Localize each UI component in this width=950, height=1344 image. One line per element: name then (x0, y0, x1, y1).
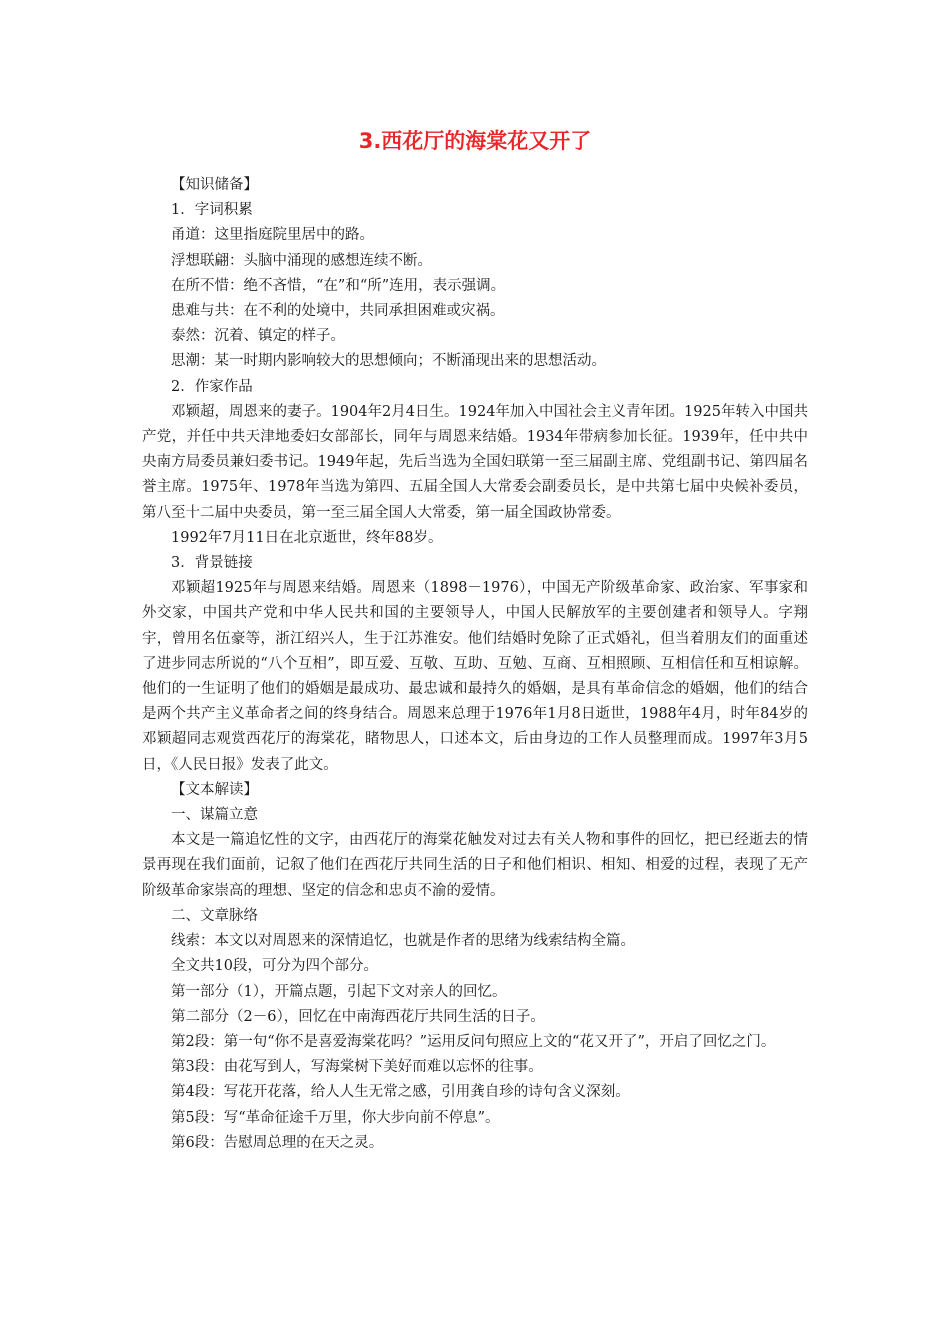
section-heading-reading: 【文本解读】 (171, 781, 258, 798)
document-title: 3.西花厅的海棠花又开了 (358, 129, 592, 153)
subheading-author: 2．作家作品 (171, 378, 253, 395)
structure-total: 全文共10段，可分为四个部分。 (171, 958, 378, 975)
author-paragraph: 邓颖超，周恩来的妻子。1904年2月4日生。1924年加入中国社会主义青年团。1925年转入中国共产党，并任中共天津地委妇女部部长，同年与周恩来结婚。1934年带病参加长征。1939年，任中共中央南方局委员兼妇委书记。1949年起，先后当选为全国妇联第一至三届副主席、党组副书记、第四届名誉主席。1975年、1978年当选为第四、五届全国人大常委会副委员长，是中共第七届中央候补委员，第八至十二届中央委员，第一至三届全国人大常委，第一届全国政协常委。 (142, 403, 808, 521)
structure-para5: 第5段：写“革命征途千万里，你大步向前不停息”。 (171, 1109, 500, 1126)
vocab-item: 在所不惜：绝不吝惜，“在”和“所”连用，表示强调。 (171, 277, 506, 294)
vocab-item: 思潮：某一时期内影响较大的思想倾向；不断涌现出来的思想活动。 (171, 353, 606, 370)
structure-clue: 线索：本文以对周恩来的深情追忆，也就是作者的思绪为线索结构全篇。 (171, 933, 635, 950)
vocab-item: 患难与共：在不利的处境中，共同承担困难或灾祸。 (171, 303, 505, 320)
structure-para3: 第3段：由花写到人，写海棠树下美好而难以忘怀的往事。 (171, 1059, 543, 1076)
theme-paragraph: 本文是一篇追忆性的文字，由西花厅的海棠花触发对过去有关人物和事件的回忆，把已经逝去的情景再现在我们面前，记叙了他们在西花厅共同生活的日子和他们相识、相知、相爱的过程，表现了无产阶级革命家崇高的理想、坚定的信念和忠贞不渝的爱情。 (142, 832, 808, 899)
vocab-item: 浮想联翩：头脑中涌现的感想连续不断。 (171, 252, 432, 269)
subheading-theme: 一、谋篇立意 (171, 807, 258, 824)
structure-para4: 第4段：写花开花落，给人人生无常之感，引用龚自珍的诗句含义深刻。 (171, 1084, 630, 1101)
background-paragraph: 邓颖超1925年与周恩来结婚。周恩来（1898－1976），中国无产阶级革命家、政治家、军事家和外交家，中国共产党和中华人民共和国的主要领导人，中国人民解放军的主要创建者和领导人。字翔宇，曾用名伍豪等，浙江绍兴人，生于江苏淮安。他们结婚时免除了正式婚礼，但当着朋友们的面重述了进步同志所说的“八个互相”，即互爱、互敬、互助、互勉、互商、互相照顾、互相信任和互相谅解。他们的一生证明了他们的婚姻是最成功、最忠诚和最持久的婚姻，是具有革命信念的婚姻，他们的结合是两个共产主义革命者之间的终身结合。周恩来总理于1976年1月8日逝世，1988年4月，时年84岁的邓颖超同志观赏西花厅的海棠花，睹物思人，口述本文，后由身边的工作人员整理而成。1997年3月5日，《人民日报》发表了此文。 (142, 580, 808, 773)
subheading-vocab: 1．字词积累 (171, 202, 253, 219)
subheading-background: 3．背景链接 (171, 555, 253, 572)
subheading-structure: 二、文章脉络 (171, 907, 258, 924)
structure-para6: 第6段：告慰周总理的在天之灵。 (171, 1134, 384, 1151)
structure-part1: 第一部分（1），开篇点题，引起下文对亲人的回忆。 (171, 983, 507, 1000)
structure-para2: 第2段：第一句“你不是喜爱海棠花吗？”运用反问句照应上文的“花又开了”，开启了回忆之门。 (171, 1033, 776, 1050)
document-body (142, 173, 808, 1156)
vocab-item: 泰然：沉着、镇定的样子。 (171, 328, 345, 345)
vocab-item: 甬道：这里指庭院里居中的路。 (171, 227, 374, 244)
structure-part2: 第二部分（2－6），回忆在中南海西花厅共同生活的日子。 (171, 1008, 545, 1025)
author-death-paragraph: 1992年7月11日在北京逝世，终年88岁。 (171, 529, 443, 546)
section-heading-knowledge: 【知识储备】 (171, 177, 258, 193)
